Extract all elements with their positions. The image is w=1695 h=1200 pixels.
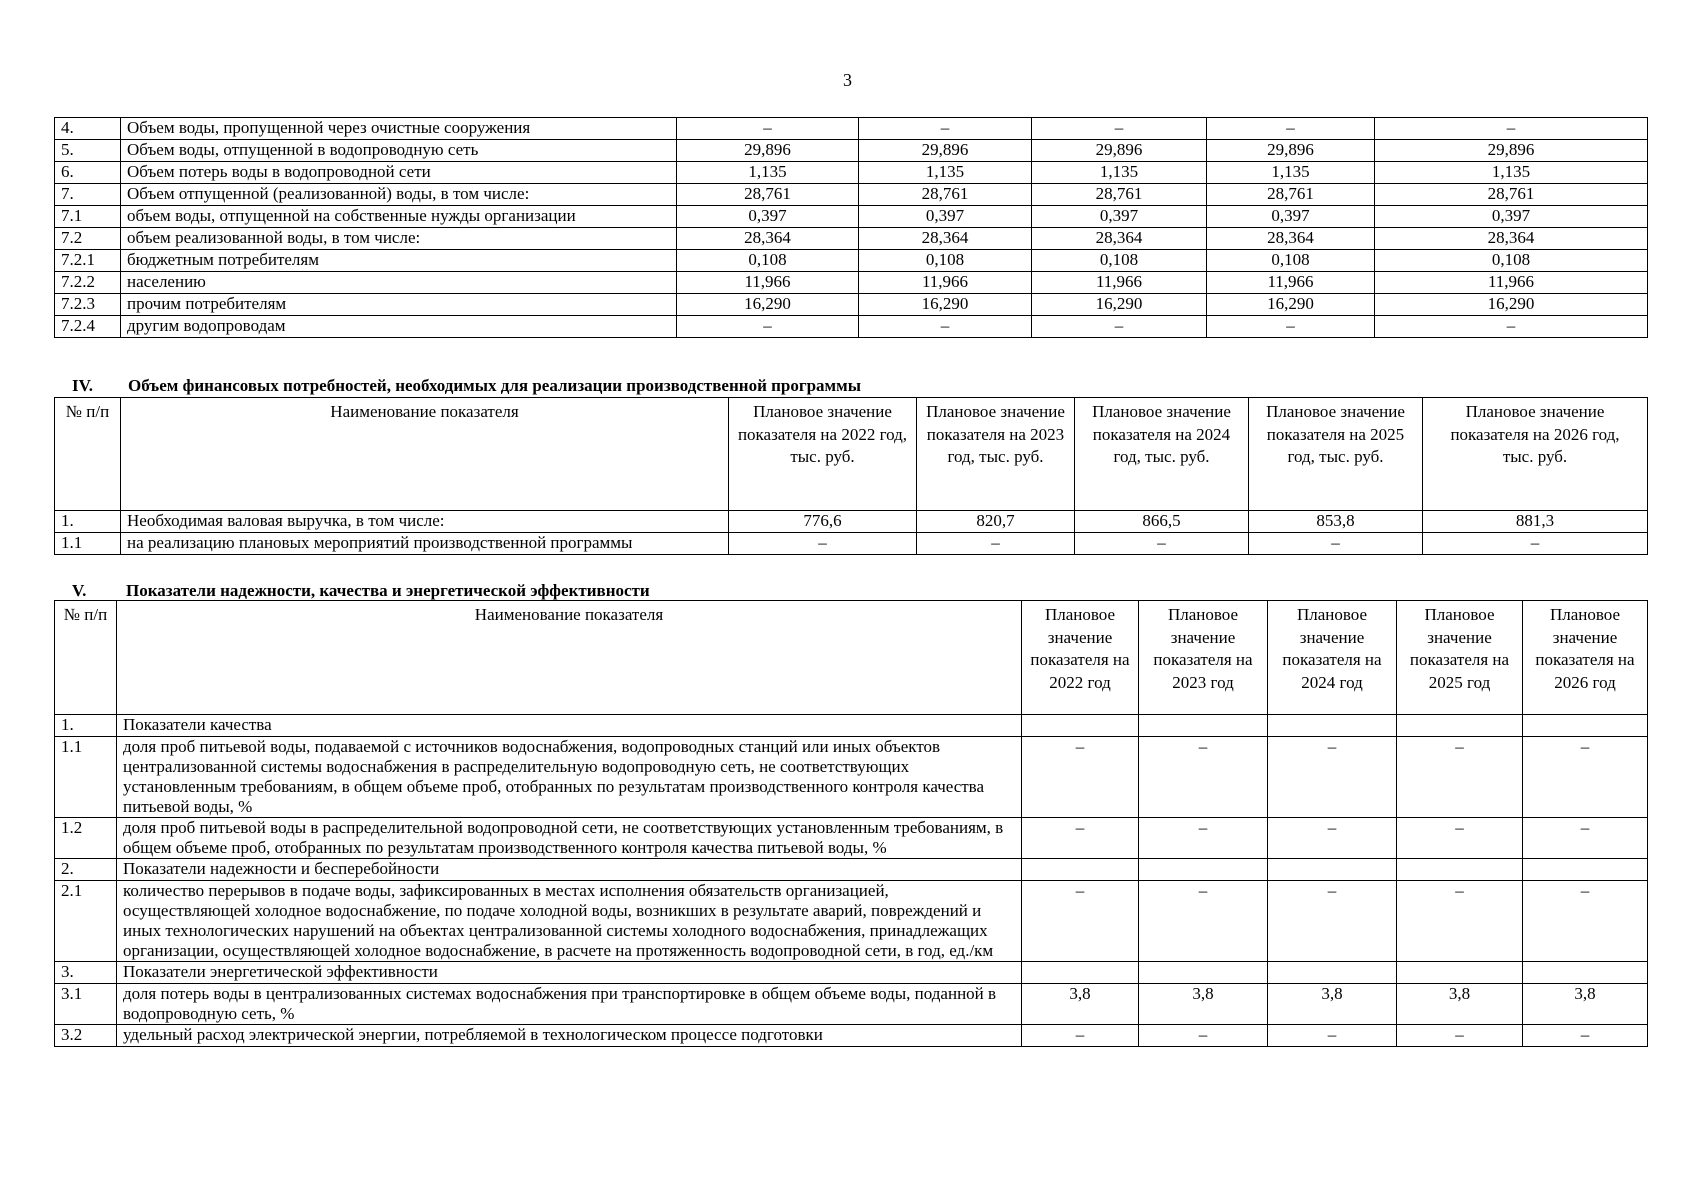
row-value: 0,397: [1032, 206, 1207, 228]
row-number: 7.2.1: [55, 250, 121, 272]
row-number: 7.2.2: [55, 272, 121, 294]
row-value: 0,108: [1207, 250, 1375, 272]
row-value: –: [1375, 118, 1648, 140]
row-name: на реализацию плановых мероприятий производственной программы: [121, 533, 729, 555]
row-value: 29,896: [1375, 140, 1648, 162]
row-value: 28,761: [1375, 184, 1648, 206]
row-value: –: [1207, 316, 1375, 338]
header-name: Наименование показателя: [121, 398, 729, 511]
row-value: –: [1139, 818, 1268, 859]
header-2026: Плановое значение показателя на 2026 год: [1523, 601, 1648, 715]
row-name: Показатели качества: [117, 715, 1022, 737]
row-value: [1523, 859, 1648, 881]
row-value: 0,108: [1375, 250, 1648, 272]
table-row: [55, 294, 1648, 316]
row-value: –: [859, 316, 1032, 338]
row-value: 3,8: [1139, 984, 1268, 1025]
row-value: 29,896: [1207, 140, 1375, 162]
row-name: доля проб питьевой воды, подаваемой с источников водоснабжения, водопроводных станций или иных объектов централизованной системы водоснабжения в распределительную водопроводную сеть, не соответствующих установленным требованиям, в общем объеме проб, отобранных по результатам производственного контроля качества питьевой воды, %: [117, 737, 1022, 818]
row-value: 28,364: [1207, 228, 1375, 250]
row-number: 3.2: [55, 1025, 117, 1047]
row-value: 881,3: [1423, 511, 1648, 533]
row-value: [1022, 715, 1139, 737]
row-value: [1523, 962, 1648, 984]
row-value: 11,966: [859, 272, 1032, 294]
row-value: –: [1139, 737, 1268, 818]
row-value: [1397, 715, 1523, 737]
row-value: 28,364: [859, 228, 1032, 250]
row-value: –: [1249, 533, 1423, 555]
row-value: 0,397: [859, 206, 1032, 228]
header-name: Наименование показателя: [117, 601, 1022, 715]
row-number: 7.: [55, 184, 121, 206]
row-value: 3,8: [1523, 984, 1648, 1025]
row-number: 1.1: [55, 533, 121, 555]
row-number: 6.: [55, 162, 121, 184]
table-row: [55, 140, 1648, 162]
row-value: 16,290: [1375, 294, 1648, 316]
row-name: Объем потерь воды в водопроводной сети: [121, 162, 677, 184]
row-value: –: [729, 533, 917, 555]
row-value: [1022, 859, 1139, 881]
row-name: доля проб питьевой воды в распределительной водопроводной сети, не соответствующих установленным требованиям, в общем объеме проб, отобранных по результатам производственного контроля качества питьевой воды, %: [117, 818, 1022, 859]
row-number: 7.2.3: [55, 294, 121, 316]
row-value: –: [1375, 316, 1648, 338]
table-row: [55, 859, 1648, 881]
row-value: 28,364: [1032, 228, 1207, 250]
row-value: [1022, 962, 1139, 984]
row-name: Необходимая валовая выручка, в том числе:: [121, 511, 729, 533]
row-name: доля потерь воды в централизованных системах водоснабжения при транспортировке в общем объеме воды, поданной в водопроводную сеть, %: [117, 984, 1022, 1025]
row-value: [1139, 715, 1268, 737]
table-row: [55, 206, 1648, 228]
row-name: Объем воды, пропущенной через очистные сооружения: [121, 118, 677, 140]
row-value: –: [1423, 533, 1648, 555]
row-name: Показатели энергетической эффективности: [117, 962, 1022, 984]
row-value: [1139, 859, 1268, 881]
row-value: [1523, 715, 1648, 737]
row-name: населению: [121, 272, 677, 294]
row-number: 3.1: [55, 984, 117, 1025]
row-name: удельный расход электрической энергии, потребляемой в технологическом процессе подготовки: [117, 1025, 1022, 1047]
row-name: прочим потребителям: [121, 294, 677, 316]
row-value: 28,761: [1032, 184, 1207, 206]
row-value: –: [1032, 316, 1207, 338]
header-2023: Плановое значение показателя на 2023 год, тыс. руб.: [917, 398, 1075, 511]
row-number: 7.1: [55, 206, 121, 228]
table-row: [55, 118, 1648, 140]
row-value: 3,8: [1268, 984, 1397, 1025]
row-number: 5.: [55, 140, 121, 162]
row-number: 7.2: [55, 228, 121, 250]
table-row: [55, 533, 1648, 555]
row-name: бюджетным потребителям: [121, 250, 677, 272]
row-value: –: [1523, 881, 1648, 962]
row-number: 3.: [55, 962, 117, 984]
row-value: 16,290: [1207, 294, 1375, 316]
row-name: количество перерывов в подаче воды, зафиксированных в местах исполнения обязательств организацией, осуществляющей холодное водоснабжение, по подаче холодной воды, возникших в результате аварий, повреждений и иных технологических нарушений на объектах централизованной системы холодного водоснабжения, принадлежащих организации, осуществляющей холодное водоснабжение, в расчете на протяженность водопроводной сети, в год, ед./км: [117, 881, 1022, 962]
row-value: 29,896: [1032, 140, 1207, 162]
row-value: 1,135: [1032, 162, 1207, 184]
table-row: [55, 316, 1648, 338]
table-row: [55, 162, 1648, 184]
row-value: –: [917, 533, 1075, 555]
row-value: –: [1032, 118, 1207, 140]
header-2022: Плановое значение показателя на 2022 год, тыс. руб.: [729, 398, 917, 511]
row-value: 11,966: [1375, 272, 1648, 294]
table-header-row: [55, 398, 1648, 511]
header-2024: Плановое значение показателя на 2024 год: [1268, 601, 1397, 715]
row-value: 0,108: [859, 250, 1032, 272]
header-2025: Плановое значение показателя на 2025 год: [1397, 601, 1523, 715]
table-row: [55, 881, 1648, 962]
row-value: –: [1268, 818, 1397, 859]
row-value: –: [677, 118, 859, 140]
row-value: 28,761: [677, 184, 859, 206]
row-name: Объем воды, отпущенной в водопроводную сеть: [121, 140, 677, 162]
row-value: 28,761: [859, 184, 1032, 206]
row-name: Объем отпущенной (реализованной) воды, в том числе:: [121, 184, 677, 206]
row-value: 1,135: [1207, 162, 1375, 184]
header-2026: Плановое значение показателя на 2026 год, тыс. руб.: [1423, 398, 1648, 511]
row-value: 28,364: [1375, 228, 1648, 250]
row-number: 2.1: [55, 881, 117, 962]
row-value: 29,896: [859, 140, 1032, 162]
row-number: 4.: [55, 118, 121, 140]
section-iv-text: Объем финансовых потребностей, необходимых для реализации производственной программы: [128, 376, 861, 395]
row-value: 0,397: [1375, 206, 1648, 228]
table-row: [55, 984, 1648, 1025]
header-2025: Плановое значение показателя на 2025 год, тыс. руб.: [1249, 398, 1423, 511]
row-value: 16,290: [1032, 294, 1207, 316]
row-value: 0,108: [1032, 250, 1207, 272]
row-value: –: [1397, 881, 1523, 962]
row-value: –: [1139, 1025, 1268, 1047]
section-iv-title: [72, 376, 861, 396]
row-value: 11,966: [1207, 272, 1375, 294]
row-value: –: [1268, 1025, 1397, 1047]
table-row: [55, 962, 1648, 984]
row-value: 1,135: [859, 162, 1032, 184]
row-name: объем воды, отпущенной на собственные нужды организации: [121, 206, 677, 228]
row-value: –: [1022, 737, 1139, 818]
row-number: 7.2.4: [55, 316, 121, 338]
row-value: 1,135: [677, 162, 859, 184]
row-number: 1.: [55, 715, 117, 737]
row-value: 16,290: [859, 294, 1032, 316]
row-value: [1139, 962, 1268, 984]
row-value: 28,364: [677, 228, 859, 250]
row-name: Показатели надежности и бесперебойности: [117, 859, 1022, 881]
table-row: [55, 272, 1648, 294]
table-row: [55, 818, 1648, 859]
row-value: 3,8: [1397, 984, 1523, 1025]
page-number: 3: [843, 70, 852, 90]
row-number: 1.: [55, 511, 121, 533]
row-number: 1.2: [55, 818, 117, 859]
row-value: 11,966: [677, 272, 859, 294]
table-row: [55, 1025, 1648, 1047]
row-value: –: [1207, 118, 1375, 140]
header-num: № п/п: [55, 601, 117, 715]
row-value: –: [1075, 533, 1249, 555]
row-value: 853,8: [1249, 511, 1423, 533]
row-name: объем реализованной воды, в том числе:: [121, 228, 677, 250]
section-v-text: Показатели надежности, качества и энергетической эффективности: [126, 581, 650, 600]
row-value: 11,966: [1032, 272, 1207, 294]
row-value: [1268, 962, 1397, 984]
table-row: [55, 184, 1648, 206]
header-2023: Плановое значение показателя на 2023 год: [1139, 601, 1268, 715]
header-2022: Плановое значение показателя на 2022 год: [1022, 601, 1139, 715]
row-name: другим водопроводам: [121, 316, 677, 338]
row-value: 0,397: [1207, 206, 1375, 228]
row-number: 2.: [55, 859, 117, 881]
row-value: –: [1022, 1025, 1139, 1047]
row-value: –: [1523, 818, 1648, 859]
row-value: 820,7: [917, 511, 1075, 533]
table-header-row: [55, 601, 1648, 715]
row-value: –: [1397, 818, 1523, 859]
row-value: 0,397: [677, 206, 859, 228]
row-value: –: [1022, 881, 1139, 962]
row-value: –: [1397, 1025, 1523, 1047]
row-value: [1397, 859, 1523, 881]
row-value: –: [677, 316, 859, 338]
row-value: –: [1523, 1025, 1648, 1047]
section-v-title: [72, 581, 650, 601]
row-value: –: [1139, 881, 1268, 962]
section-v-number: V.: [72, 581, 87, 600]
row-value: –: [1268, 881, 1397, 962]
row-value: [1268, 859, 1397, 881]
row-value: 3,8: [1022, 984, 1139, 1025]
row-value: –: [1523, 737, 1648, 818]
header-num: № п/п: [55, 398, 121, 511]
row-value: 28,761: [1207, 184, 1375, 206]
row-value: 776,6: [729, 511, 917, 533]
table-row: [55, 250, 1648, 272]
financial-needs-table: [54, 397, 1648, 555]
table-row: [55, 715, 1648, 737]
row-value: –: [1022, 818, 1139, 859]
row-number: 1.1: [55, 737, 117, 818]
reliability-quality-table: [54, 600, 1648, 1047]
row-value: [1268, 715, 1397, 737]
row-value: 29,896: [677, 140, 859, 162]
row-value: –: [859, 118, 1032, 140]
row-value: 16,290: [677, 294, 859, 316]
section-iv-number: IV.: [72, 376, 93, 395]
row-value: 866,5: [1075, 511, 1249, 533]
row-value: [1397, 962, 1523, 984]
header-2024: Плановое значение показателя на 2024 год, тыс. руб.: [1075, 398, 1249, 511]
table-row: [55, 228, 1648, 250]
row-value: –: [1268, 737, 1397, 818]
table-row: [55, 737, 1648, 818]
table-row: [55, 511, 1648, 533]
water-volume-table: [54, 117, 1648, 338]
row-value: –: [1397, 737, 1523, 818]
row-value: 1,135: [1375, 162, 1648, 184]
row-value: 0,108: [677, 250, 859, 272]
